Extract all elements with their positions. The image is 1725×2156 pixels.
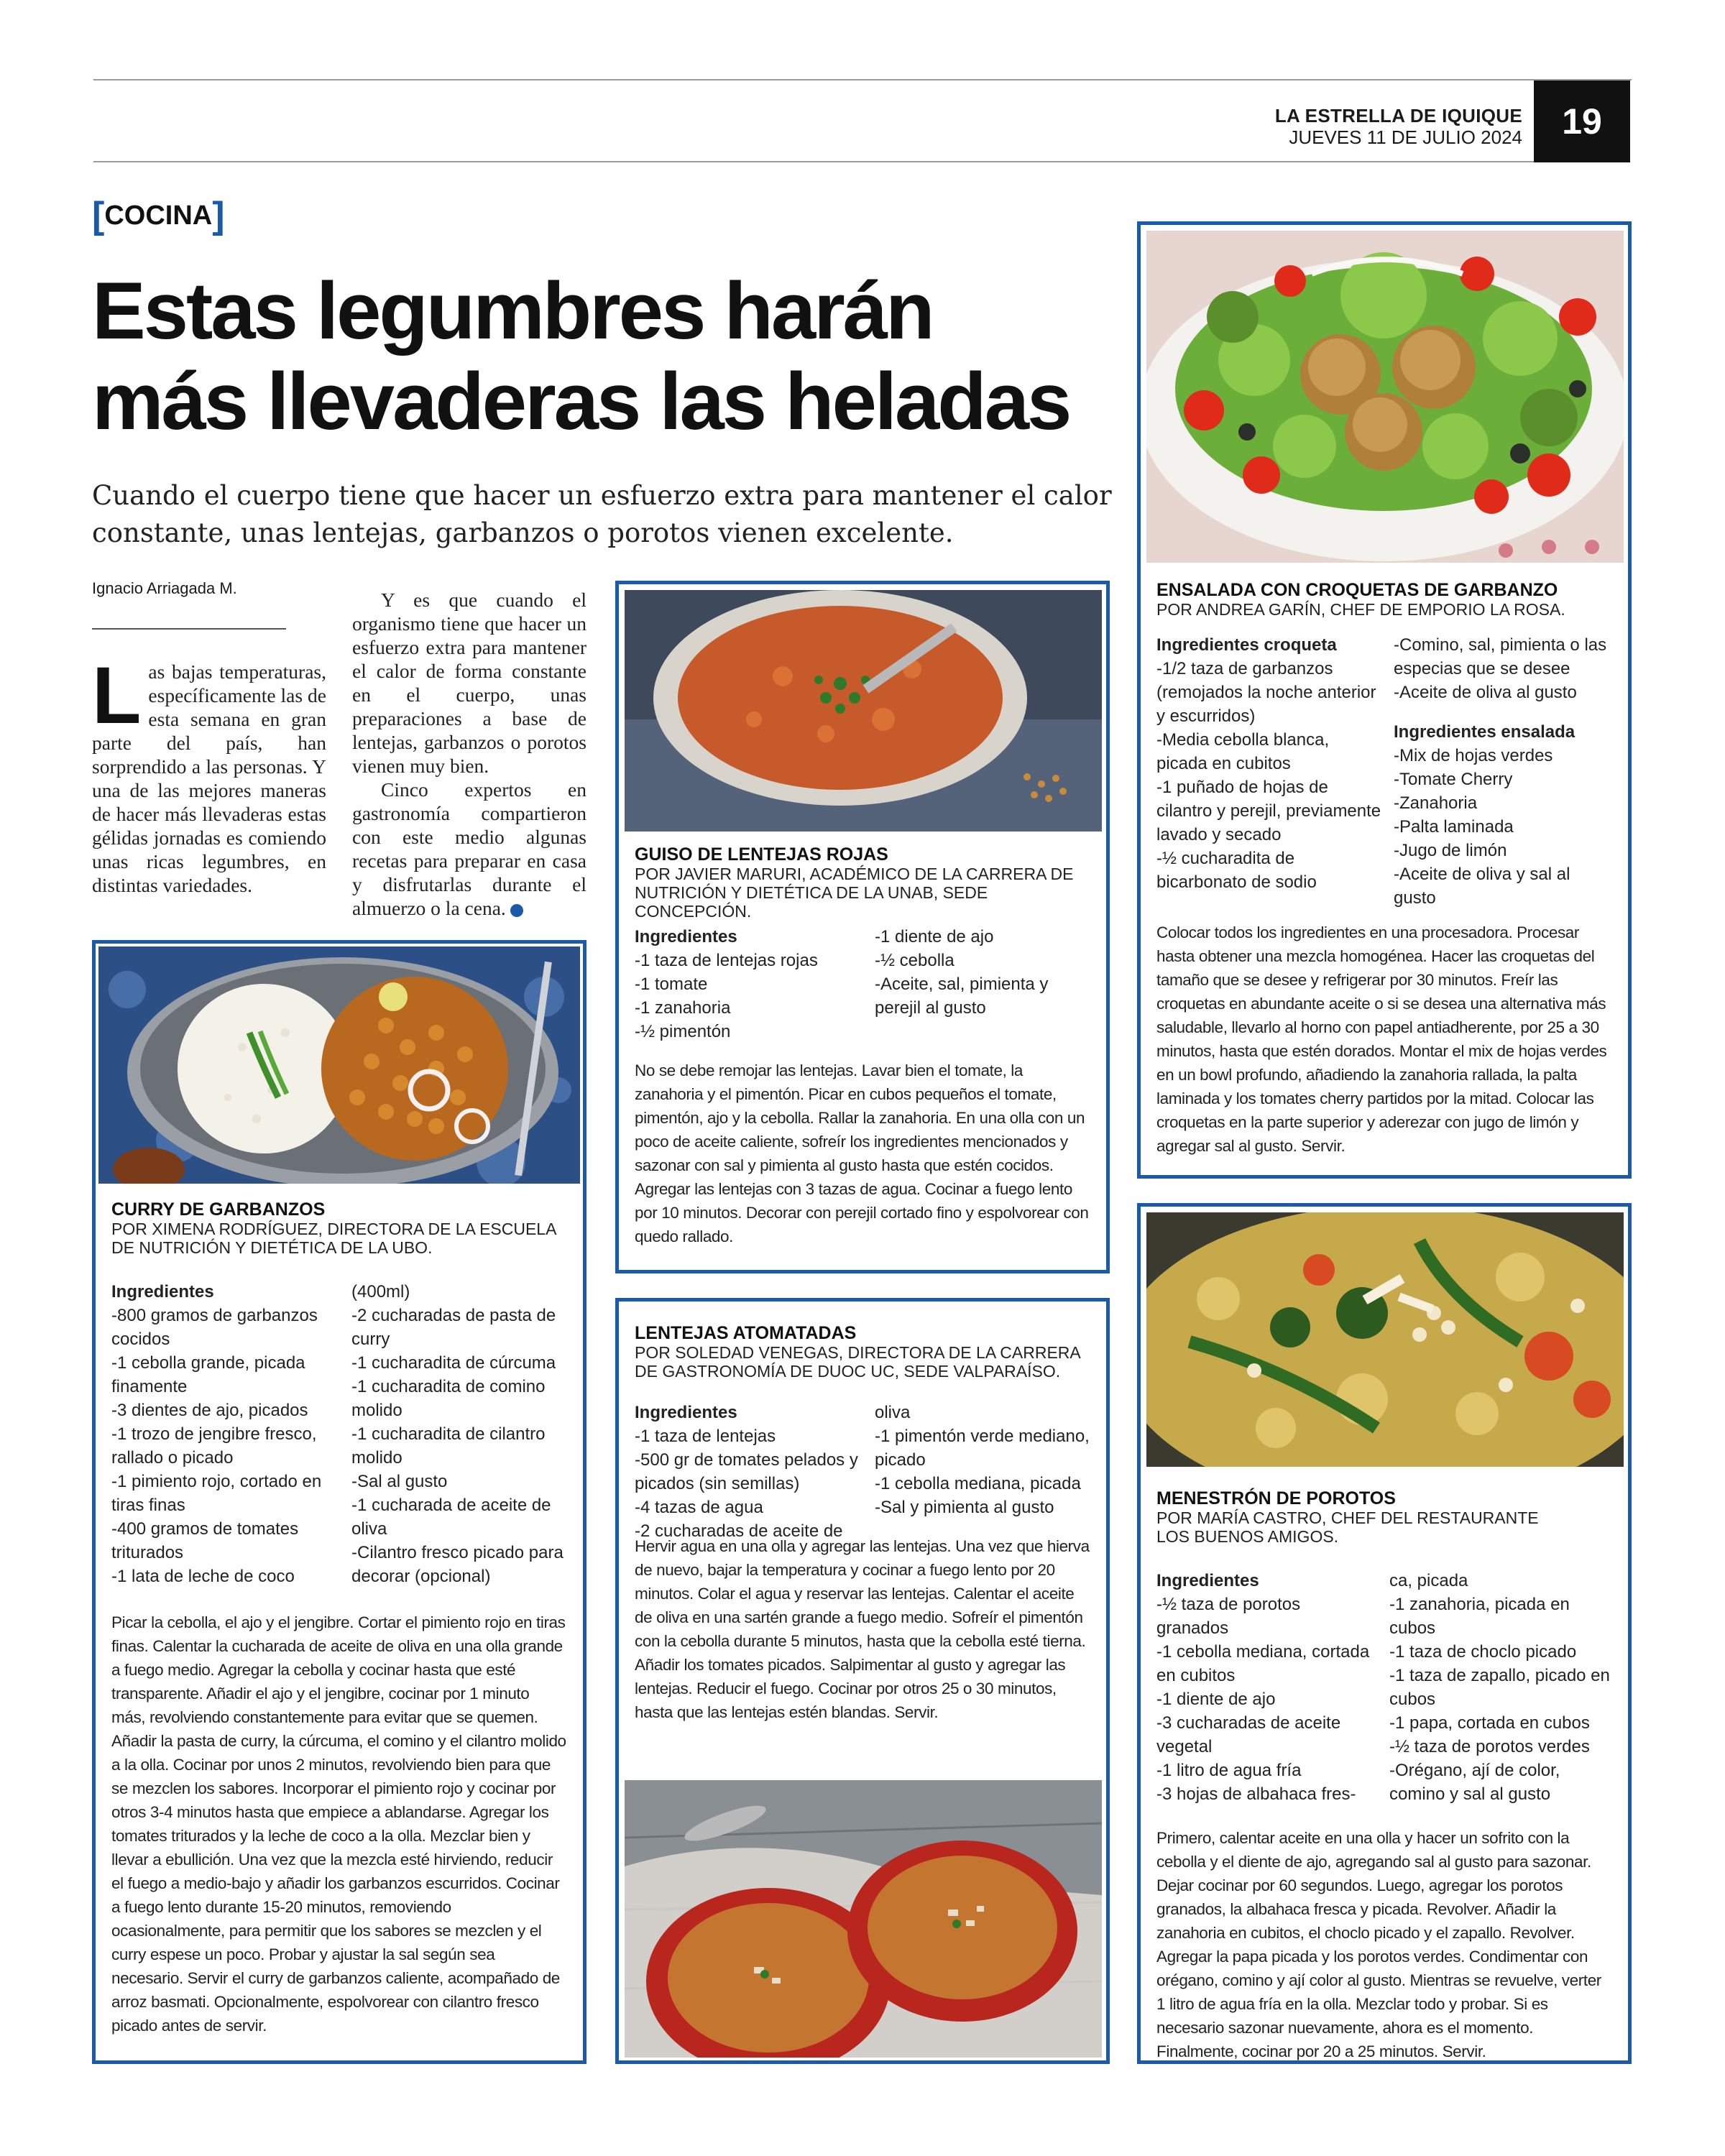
intro-col-1-text: as bajas temperaturas, específicamente las de esta semana en gran parte del país, han sorprendido a las personas. Y una de las mejores maneras de hacer más llevaderas estas gélidas jornadas es comiendo unas ricas legumbres, en distintas variedades.: [92, 660, 326, 896]
curry-ingredients-list-2: (400ml) -2 cucharadas de pasta de curry -1 cucharadita de cúrcuma -1 cucharadita de comino molido -1 cucharadita de cilantro molido -Sal al gusto -1 cucharada de aceite de oliva -Cilantro fresco picado para decorar (opcional): [351, 1282, 564, 1586]
guiso-title: GUISO DE LENTEJAS ROJAS: [635, 844, 888, 865]
lentejas-steps: Hervir agua en una olla y agregar las lentejas. Una vez que hierva de nuevo, bajar la temperatura y cocinar a fuego lento por 20 minutos. Colar el agua y reservar las lentejas. Calentar el aceite de oliva en una sartén grande a fuego medio. Sofreír el pimentón con la cebolla durante 5 minutos, hasta que la cebolla esté tierna. Añadir los tomates picados. Salpimentar al gusto y agregar las lentejas. Reducir el fuego. Cocinar por otros 25 o 30 minutos, hasta que las lentejas estén blandas. Servir.: [635, 1537, 1090, 1721]
ensalada-ingredients-col-1: [1156, 633, 1384, 894]
curry-ingredients-col-2: [351, 1280, 567, 1588]
ensalada-ingredients-list-2a: -Comino, sal, pimienta o las especias que se desee -Aceite de oliva al gusto: [1394, 635, 1607, 702]
menestron-author: POR MARÍA CASTRO, CHEF DEL RESTAURANTE LOS BUENOS AMIGOS.: [1156, 1508, 1539, 1546]
guiso-ingredients-list-1: -1 taza de lentejas rojas -1 tomate -1 zanahoria -½ pimentón: [635, 951, 818, 1041]
section-text: COCINA: [104, 201, 213, 231]
top-rule: [93, 79, 1632, 80]
menestron-ingredients-list-1: -½ taza de porotos granados -1 cebolla mediana, cortada en cubitos -1 diente de ajo -3 cucharadas de aceite vegetal -1 litro de agua fría -3 hojas de albahaca fres-: [1156, 1595, 1370, 1804]
ensalada-ingredients-col-2: [1394, 633, 1616, 910]
lentejas-ingredients-list-2: oliva -1 pimentón verde mediano, picado -1 cebolla mediana, picada -Sal y pimienta al gusto: [875, 1403, 1090, 1517]
publication-name: LA ESTRELLA DE IQUIQUE: [1274, 105, 1522, 126]
ensalada-photo: [1146, 231, 1624, 563]
lentejas-title: LENTEJAS ATOMATADAS: [635, 1323, 857, 1343]
menestron-photo: [1146, 1212, 1624, 1467]
recipe-menestron: [1137, 1203, 1632, 2064]
curry-ingredients-col-1: [111, 1280, 339, 1588]
menestron-title: MENESTRÓN DE POROTOS: [1156, 1488, 1396, 1508]
page-number: 19: [1534, 80, 1630, 162]
recipe-lentejas: [615, 1298, 1110, 2064]
end-mark-icon: ✪: [510, 904, 523, 917]
guiso-ingredients-col-2: [875, 925, 1090, 1020]
guiso-ingredients-heading: Ingredientes: [635, 927, 737, 946]
section-label: [COCINA]: [92, 195, 225, 236]
byline-rule: [92, 628, 286, 630]
headline-line-2: más llevaderas las heladas: [92, 356, 1070, 446]
menestron-ingredients-col-2: [1389, 1569, 1616, 1806]
ensalada-title: ENSALADA CON CROQUETAS DE GARBANZO: [1156, 580, 1558, 600]
ensalada-ingredients-list-2b: -Mix de hojas verdes -Tomate Cherry -Zanahoria -Palta laminada -Jugo de limón -Aceite de oliva y sal al gusto: [1394, 746, 1570, 908]
intro-col-2: [352, 588, 586, 920]
header-rule: [93, 161, 1538, 162]
menestron-ingredients-list-2: ca, picada -1 zanahoria, picada en cubos -1 taza de choclo picado -1 taza de zapallo, picado en cubos -1 papa, cortada en cubos -½ taza de porotos verdes -Orégano, ají de color, comino y sal al gusto: [1389, 1571, 1610, 1804]
intro-col-2-p2-text: Cinco expertos en gastronomía compartieron con este medio algunas recetas para preparar en casa y disfrutarlas durante el almuerzo o la cena.: [352, 778, 586, 919]
intro-col-2-p1: Y es que cuando el organismo tiene que hacer un esfuerzo extra para mantener el calor de forma constante en el cuerpo, unas preparaciones a base de lentejas, garbanzos o porotos vienen muy bien.: [352, 589, 586, 777]
curry-author: POR XIMENA RODRÍGUEZ, DIRECTORA DE LA ESCUELA DE NUTRICIÓN Y DIETÉTICA DE LA UBO.: [111, 1220, 556, 1257]
ensalada-steps: Colocar todos los ingredientes en una procesadora. Procesar hasta obtener una mezcla homogénea. Hacer las croquetas del tamaño que se desee y refrigerar por 30 minutos. Freír las croquetas en abundante aceite o si se desea una alternativa más saludable, llevarlo al horno con papel antiadherente, por 25 a 30 minutos, hasta que estén dorados. Montar el mix de hojas verdes en un bowl profundo, añadiendo la zanahoria rallada, la palta laminada y los tomates cherry partidos por la mitad. Colocar las croquetas en la parte superior y aderezar con jugo de limón y agregar sal al gusto. Servir.: [1156, 923, 1607, 1155]
guiso-ingredients-list-2: -1 diente de ajo -½ cebolla -Aceite, sal, pimienta y perejil al gusto: [875, 927, 1049, 1018]
menestron-ingredients-heading: Ingredientes: [1156, 1571, 1259, 1590]
guiso-photo: [625, 590, 1102, 831]
headline-line-1: Estas legumbres harán: [92, 266, 933, 356]
byline: Ignacio Arriagada M.: [92, 579, 237, 597]
lentejas-ingredients-col-1: [635, 1401, 862, 1543]
curry-image: [98, 946, 580, 1184]
lentejas-ingredients-col-2: [875, 1401, 1090, 1519]
lentejas-photo: [625, 1780, 1102, 2058]
headline: [92, 266, 1134, 447]
ensalada-author: POR ANDREA GARÍN, CHEF DE EMPORIO LA ROSA.: [1156, 600, 1565, 619]
recipe-ensalada: [1137, 221, 1632, 1179]
curry-title: CURRY DE GARBANZOS: [111, 1199, 326, 1220]
menestron-ingredients-col-1: [1156, 1569, 1372, 1806]
recipe-guiso: [615, 581, 1110, 1273]
menestron-image: [1146, 1212, 1624, 1467]
lentejas-author: POR SOLEDAD VENEGAS, DIRECTORA DE LA CARRERA DE GASTRONOMÍA DE DUOC UC, SEDE VALPARAÍSO.: [635, 1343, 1080, 1381]
guiso-image: [625, 590, 1102, 831]
ensalada-image: [1146, 231, 1624, 563]
guiso-steps: No se debe remojar las lentejas. Lavar bien el tomate, la zanahoria y el pimentón. Picar en cubos pequeños el tomate, pimentón, ajo y la cebolla. Rallar la zanahoria. En una olla con un poco de aceite caliente, sofreír los ingredientes mencionados y sazonar con sal y pimienta al gusto hasta que estén cocidos. Agregar las lentejas con 3 tazas de agua. Cocinar a fuego lento por 10 minutos. Decorar con perejil cortado fino y espolvorear con quedo rallado.: [635, 1061, 1089, 1245]
guiso-author: POR JAVIER MARURI, ACADÉMICO DE LA CARRERA DE NUTRICIÓN Y DIETÉTICA DE LA UNAB, SEDE CONCEPCIÓN.: [635, 865, 1074, 921]
dropcap: L: [92, 650, 142, 740]
curry-ingredients-list-1: -800 gramos de garbanzos cocidos -1 cebolla grande, picada finamente -3 dientes de ajo, picados -1 trozo de jengibre fresco, rallado o picado -1 pimiento rojo, cortado en tiras finas -400 gramos de tomates triturados -1 lata de leche de coco: [111, 1306, 322, 1586]
menestron-steps: Primero, calentar aceite en una olla y hacer un sofrito con la cebolla y el diente de ajo, agregando sal al gusto para sazonar. Dejar cocinar por 60 segundos. Luego, agregar los porotos granados, la albahaca fresca y picada. Revolver. Añadir la zanahoria en cubitos, el choclo picado y el zapallo. Revolver. Agregar la papa picada y los porotos verdes. Condimentar con orégano, comino y ají color al gusto. Mientras se revuelve, verter 1 litro de agua fría en la olla. Mezclar todo y probar. Si es necesario sazonar nuevamente, ahora es el momento. Finalmente, cocinar por 20 a 25 minutos. Servir.: [1156, 1829, 1601, 2060]
curry-steps: Picar la cebolla, el ajo y el jengibre. Cortar el pimiento rojo en tiras finas. Calentar la cucharada de aceite de oliva en una olla grande a fuego medio. Agregar la cebolla y cocinar hasta que esté transparente. Añadir el ajo y el jengibre, cocinar por 1 minuto más, revolviendo constantemente para evitar que se quemen. Añadir la pasta de curry, la cúrcuma, el comino y el cilantro molido a la olla. Cocinar por unos 2 minutos, revolviendo bien para que se mezclen los sabores. Incorporar el pimiento rojo y cocinar por otros 3-4 minutos hasta que empiece a ablandarse. Agregar los tomates triturados y la leche de coco a la olla. Mezclar bien y llevar a ebullición. Una vez que la mezcla esté hirviendo, reducir el fuego a medio-bajo y añadir los garbanzos escurridos. Cocinar a fuego lento durante 15-20 minutos, removiendo ocasionalmente, para permitir que los sabores se mezclen y el curry espese un poco. Probar y ajustar la sal según sea necesario. Servir el curry de garbanzos caliente, acompañado de arroz basmati. Opcionalmente, espolvorear con cilantro fresco picado antes de servir.: [111, 1613, 566, 2035]
curry-photo: [98, 946, 580, 1184]
ensalada-ingredients-heading: Ingredientes croqueta: [1156, 635, 1337, 655]
lentejas-image: [625, 1780, 1102, 2058]
intro-col-1: [92, 650, 326, 897]
recipe-curry: [92, 940, 586, 2064]
ensalada-ingredients-list-1: -1/2 taza de garbanzos (remojados la noche anterior y escurridos) -Media cebolla blanca, picada en cubitos -1 puñado de hojas de cilantro y perejil, previamente lavado y secado -½ cucharadita de bicarbonato de sodio: [1156, 659, 1381, 892]
ensalada-ingredients-heading-2: Ingredientes ensalada: [1394, 722, 1576, 742]
deck: Cuando el cuerpo tiene que hacer un esfuerzo extra para mantener el calor constante, unas lentejas, garbanzos o porotos vienen excelente.: [92, 480, 1112, 548]
lentejas-ingredients-list-1: -1 taza de lentejas -500 gr de tomates pelados y picados (sin semillas) -4 tazas de agua -2 cucharadas de aceite de: [635, 1427, 858, 1541]
curry-ingredients-heading: Ingredientes: [111, 1282, 214, 1302]
issue-date: JUEVES 11 DE JULIO 2024: [1289, 126, 1522, 148]
intro-col-2-p2: [352, 778, 586, 920]
guiso-ingredients-col-1: [635, 925, 862, 1044]
lentejas-ingredients-heading: Ingredientes: [635, 1403, 737, 1422]
